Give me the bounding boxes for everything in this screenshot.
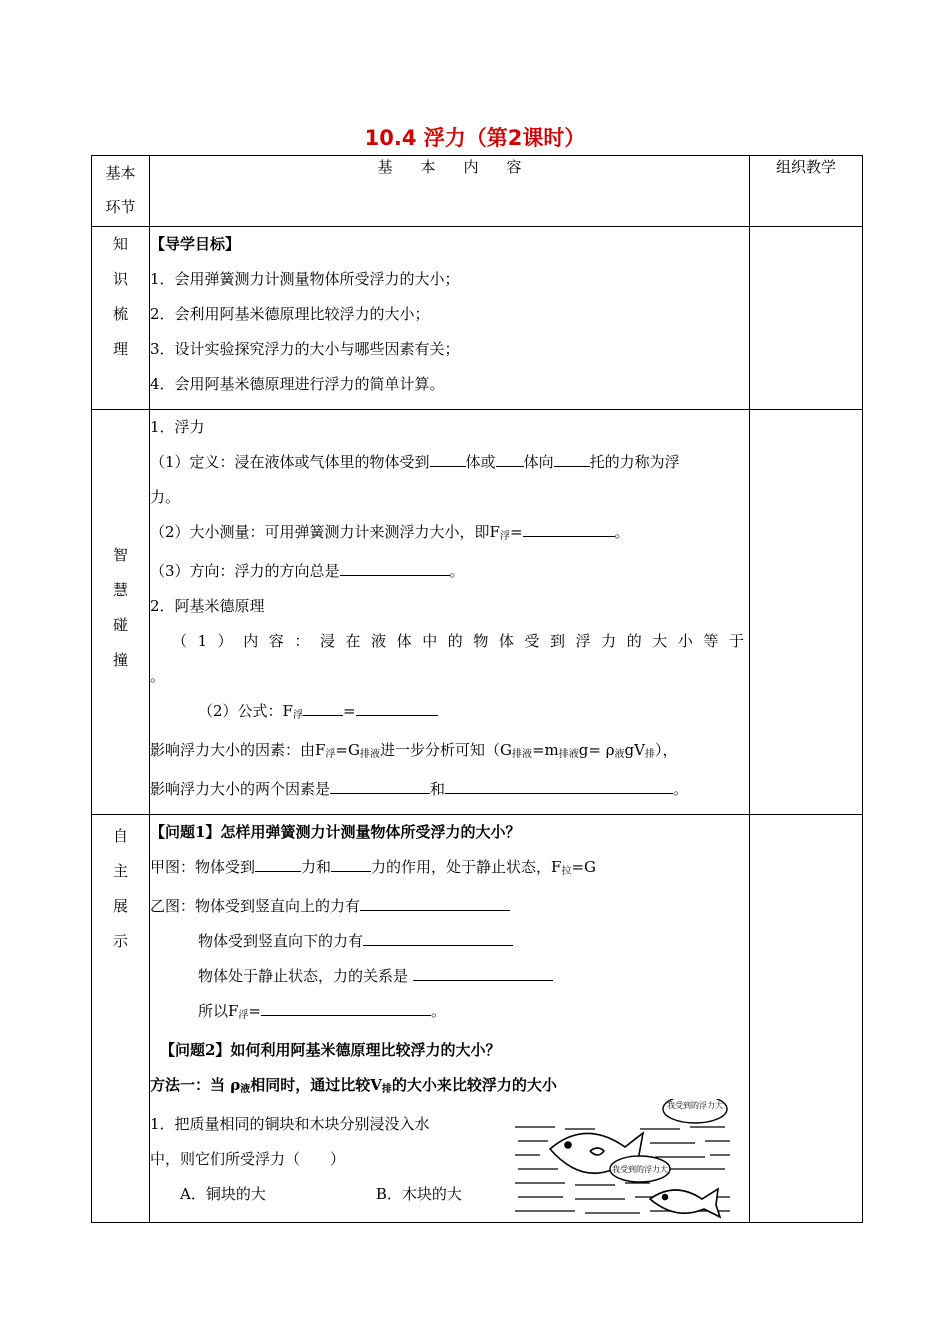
- text: 所以F: [198, 1002, 239, 1020]
- side-char: 智: [112, 546, 128, 564]
- question1-heading: 【问题1】怎样用弹簧测力计测量物体所受浮力的大小？: [150, 823, 521, 841]
- table-header-row: [92, 156, 863, 227]
- subscript: 浮: [325, 749, 336, 760]
- subscript: 拉: [561, 866, 572, 877]
- blank[interactable]: [445, 776, 673, 794]
- option-b[interactable]: B．木块的大: [375, 1185, 462, 1203]
- blank[interactable]: [261, 998, 431, 1016]
- measure-line: [150, 515, 749, 554]
- subscript: 浮: [292, 710, 303, 721]
- blank[interactable]: [363, 928, 513, 946]
- header-cell-org: [750, 156, 863, 227]
- header-stage-line2: 环节: [105, 198, 136, 216]
- page-title: 10.4 浮力（第2课时）: [364, 126, 586, 150]
- section-knowledge-row: [92, 227, 863, 410]
- fig-b-relation-line: [150, 959, 749, 994]
- text: 。: [431, 1002, 447, 1020]
- text: 乙图：物体受到竖直向上的力有: [150, 897, 361, 915]
- problem1-block: [150, 1101, 749, 1212]
- text: 物体受到竖直向下的力有: [198, 932, 364, 950]
- text: ），: [654, 741, 678, 759]
- header-content-label: 基本内容: [377, 158, 550, 176]
- text: （2）公式：F: [198, 702, 293, 720]
- header-org-label: 组织教学: [775, 158, 836, 176]
- buoyancy-heading: 1．浮力: [150, 418, 205, 436]
- blank[interactable]: [360, 893, 510, 911]
- side-char: 碰: [112, 616, 128, 634]
- text: （3）方向：浮力的方向总是: [150, 562, 340, 580]
- side-char: 示: [112, 932, 128, 950]
- side-char: 自: [112, 827, 128, 845]
- problem1-line1: 1．把质量相同的铜块和木块分别浸没入水: [150, 1115, 430, 1133]
- section-insight-row: [92, 410, 863, 815]
- section-insight-content: [150, 410, 750, 815]
- archimedes-heading: 2．阿基米德原理: [150, 597, 265, 615]
- problem1-line2: 中，则它们所受浮力（ ）: [150, 1150, 346, 1168]
- formula-line: [150, 694, 749, 733]
- text: 。: [449, 562, 465, 580]
- text: =: [509, 523, 523, 541]
- side-char: 慧: [112, 581, 128, 599]
- text: 的大小来比较浮力的大小: [391, 1076, 557, 1094]
- text: 。: [614, 523, 630, 541]
- section-show-side: [92, 815, 150, 1223]
- section-knowledge-side: [92, 227, 150, 410]
- text: 托的力称为浮: [589, 453, 680, 471]
- lesson-table: [91, 155, 863, 1223]
- blank[interactable]: [496, 449, 524, 467]
- text: 方法一：当 ρ: [150, 1076, 241, 1094]
- definition-line-cont: 力。: [150, 488, 181, 506]
- text: =: [248, 1002, 261, 1020]
- goal-item: 1．会用弹簧测力计测量物体所受浮力的大小；: [150, 270, 460, 288]
- text: 力的作用，处于静止状态，F: [371, 858, 562, 876]
- section-show-content: [150, 815, 750, 1223]
- subscript: 排液: [558, 749, 579, 760]
- side-char: 识: [112, 270, 128, 288]
- text: 和: [430, 780, 446, 798]
- text: =m: [531, 741, 559, 759]
- header-cell-stage: [92, 156, 150, 227]
- goal-item: 4．会用阿基米德原理进行浮力的简单计算。: [150, 375, 445, 393]
- section-show-row: [92, 815, 863, 1223]
- side-char: 知: [112, 235, 128, 253]
- text: 体或: [465, 453, 496, 471]
- fig-a-line: [150, 850, 749, 889]
- subscript: 液: [614, 749, 625, 760]
- text: 进一步分析可知（G: [379, 741, 512, 759]
- goal-item: 2．会利用阿基米德原理比较浮力的大小；: [150, 305, 430, 323]
- blank[interactable]: [331, 854, 371, 872]
- text: 甲图：物体受到: [150, 858, 256, 876]
- subscript: 排: [644, 749, 655, 760]
- blank[interactable]: [255, 854, 301, 872]
- header-cell-content: [150, 156, 750, 227]
- text: 相同时，通过比较V: [250, 1076, 382, 1094]
- fig-b-down-line: [150, 924, 749, 959]
- blank[interactable]: [340, 558, 450, 576]
- section-insight-org: [750, 410, 863, 815]
- blank[interactable]: [356, 698, 438, 716]
- archimedes-content-end: 。: [150, 667, 166, 685]
- blank[interactable]: [413, 963, 553, 981]
- goal-item: 3．设计实验探究浮力的大小与哪些因素有关；: [150, 340, 460, 358]
- section-show-org: [750, 815, 863, 1223]
- subscript: 浮: [238, 1010, 249, 1021]
- section-insight-side: [92, 410, 150, 815]
- fish-small: [650, 1189, 720, 1217]
- blank[interactable]: [430, 449, 466, 467]
- option-a[interactable]: A．铜块的大: [180, 1185, 266, 1203]
- side-char: 撞: [112, 651, 128, 669]
- side-char: 展: [112, 897, 128, 915]
- fig-b-up-line: [150, 889, 749, 924]
- question2-heading: 【问题2】如何利用阿基米德原理比较浮力的大小？: [160, 1041, 501, 1059]
- text: （1）定义：浸在液体或气体里的物体受到: [150, 453, 430, 471]
- subscript: 排: [381, 1084, 392, 1095]
- bubble1-text: 我受到的浮力大: [667, 1101, 723, 1110]
- header-stage-line1: 基本: [105, 164, 136, 182]
- section-knowledge-org: [750, 227, 863, 410]
- blank[interactable]: [554, 449, 590, 467]
- two-factors-line: [150, 772, 749, 807]
- side-char: 梳: [112, 305, 128, 323]
- blank[interactable]: [330, 776, 430, 794]
- bubble2-text: 我受到的浮力大: [612, 1165, 668, 1174]
- text: gV: [624, 741, 645, 759]
- text: 物体处于静止状态，力的关系是: [198, 967, 409, 985]
- fig-b-result-line: [150, 994, 749, 1033]
- text: 体向: [523, 453, 554, 471]
- side-char: 理: [112, 340, 128, 358]
- goals-heading: 【导学目标】: [150, 235, 241, 253]
- subscript: 排液: [511, 749, 532, 760]
- side-char: 主: [112, 862, 128, 880]
- definition-line: [150, 445, 749, 480]
- text: 影响浮力大小的两个因素是: [150, 780, 331, 798]
- fish-illustration: [510, 1099, 736, 1219]
- subscript: 浮: [499, 531, 510, 542]
- text: =: [342, 702, 356, 720]
- direction-line: [150, 554, 749, 589]
- subscript: 排液: [359, 749, 380, 760]
- blank[interactable]: [303, 698, 343, 716]
- text: 。: [673, 780, 689, 798]
- archimedes-content: （1）内容：浸在液体中的物体受到浮力的大小等于: [172, 632, 749, 650]
- text: =G: [571, 858, 597, 876]
- blank[interactable]: [523, 519, 615, 537]
- section-knowledge-content: [150, 227, 750, 410]
- text: =G: [335, 741, 360, 759]
- text: 力和: [301, 858, 332, 876]
- factors-line: [150, 733, 749, 772]
- text: g= ρ: [578, 741, 615, 759]
- text: 影响浮力大小的因素：由F: [150, 741, 326, 759]
- text: （2）大小测量：可用弹簧测力计来测浮力大小，即F: [150, 523, 500, 541]
- subscript: 液: [240, 1084, 251, 1095]
